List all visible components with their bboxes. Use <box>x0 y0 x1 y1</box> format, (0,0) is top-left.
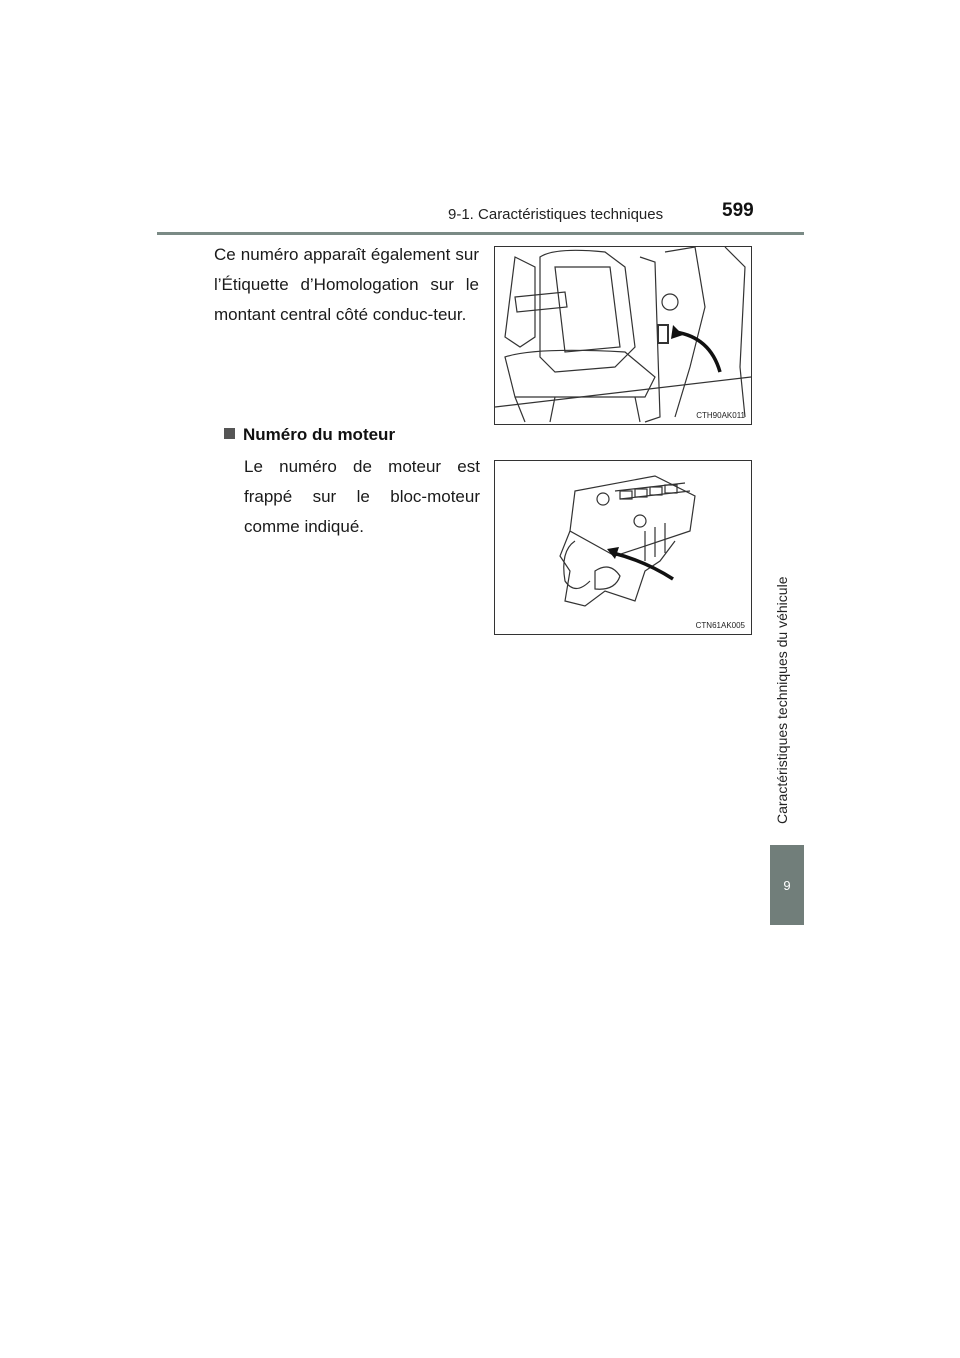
page-number: 599 <box>722 200 754 221</box>
engine-drawing <box>495 461 751 634</box>
chapter-tab[interactable]: 9 <box>770 845 804 925</box>
seat-pillar-illustration <box>494 246 752 425</box>
engine-number-paragraph: Le numéro de moteur est frappé sur le bloc-moteur comme indiqué. <box>244 457 480 536</box>
header-title: 9-1. Caractéristiques techniques <box>448 206 664 223</box>
homologation-paragraph: Ce numéro apparaît également sur l’Étiquette d’Homologation sur le montant central côté conduc-teur. <box>214 245 479 324</box>
seat-drawing <box>495 247 751 424</box>
engine-number-heading <box>224 425 395 445</box>
bullet-square-icon <box>224 428 235 439</box>
engine-figure-code: CTN61AK005 <box>695 621 745 630</box>
seat-figure-code: CTH90AK011 <box>696 411 745 420</box>
engine-block-illustration <box>494 460 752 635</box>
header-rule <box>157 232 804 235</box>
chapter-side-label: Caractéristiques techniques du véhicule <box>774 576 790 824</box>
engine-number-heading-text: Numéro du moteur <box>243 425 396 444</box>
